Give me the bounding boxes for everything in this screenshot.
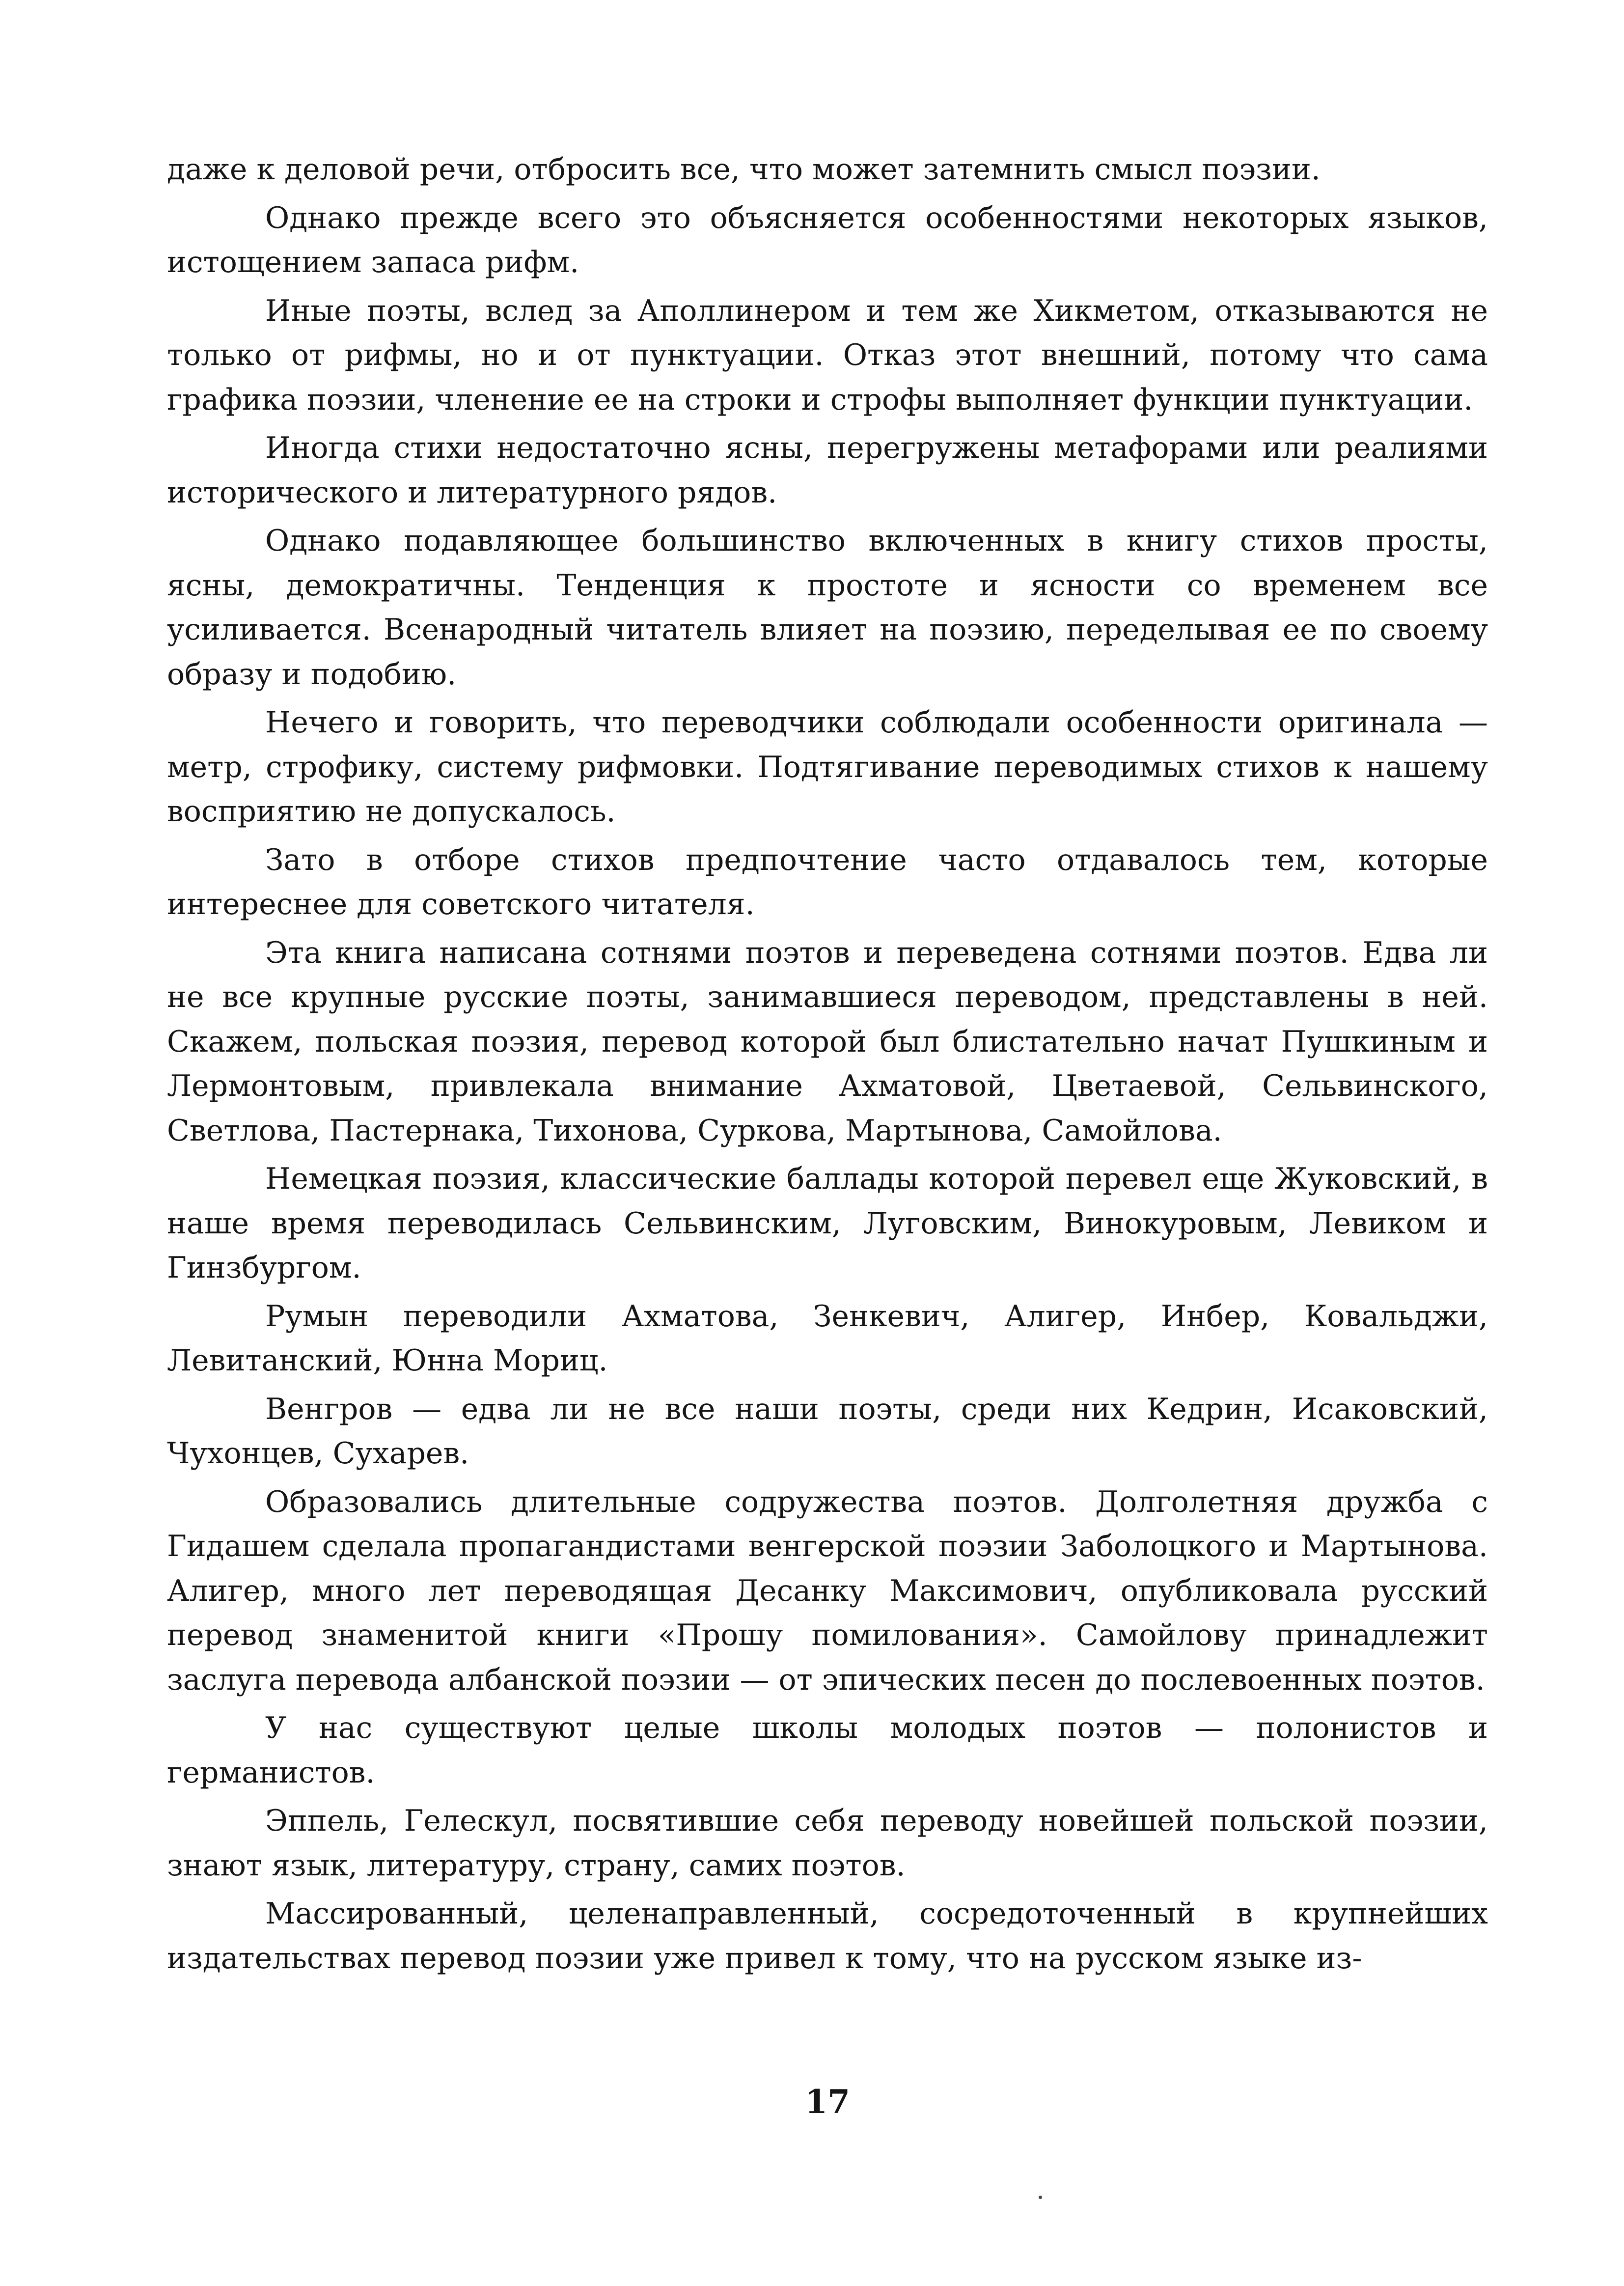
print-speck — [1039, 2196, 1042, 2199]
paragraph-7: Зато в отборе стихов предпочтение часто отдавалось тем, которые интереснее для советского читателя. — [167, 842, 1488, 921]
paragraph-14: Эппель, Гелескул, посвятившие себя переводу новейшей польской поэзии, знают язык, литературу, страну, самих поэтов. — [167, 1804, 1488, 1883]
paragraph-15: Массированный, целенаправленный, сосредоточенный в крупнейших издательствах перевод поэзии уже привел к тому, что на русском языке из- — [167, 1896, 1488, 1976]
book-page — [167, 147, 1488, 2259]
paragraph-6: Нечего и говорить, что переводчики соблюдали особенности оригинала — метр, строфику, систему рифмовки. Подтягивание переводимых стихов к нашему восприятию не допускалось. — [167, 705, 1488, 829]
paragraph-12: Образовались длительные содружества поэтов. Долголетняя дружба с Гидашем сделала пропагандистами венгерской поэзии Заболоцкого и Мартынова. Алигер, много лет переводящая Десанку Максимович, опубликовала русский перевод знаменитой книги «Прошу помилования». Самойлову принадлежит заслуга перевода албанской поэзии — от эпических песен до послевоенных поэтов. — [167, 1484, 1488, 1697]
paragraph-10: Румын переводили Ахматова, Зенкевич, Алигер, Инбер, Ковальджи, Левитанский, Юнна Мориц. — [167, 1299, 1488, 1378]
paragraph-13: У нас существуют целые школы молодых поэтов — полонистов и германистов. — [167, 1711, 1488, 1790]
paragraph-1: даже к деловой речи, отбросить все, что может затемнить смысл поэзии. — [167, 152, 1321, 187]
paragraph-8: Эта книга написана сотнями поэтов и переведена сотнями поэтов. Едва ли не все крупные русские поэты, занимавшиеся переводом, представлены в ней. Скажем, польская поэзия, перевод которой был блистательно начат Пушкиным и Лермонтовым, привлекала внимание Ахматовой, Цветаевой, Сельвинского, Светлова, Пастернака, Тихонова, Суркова, Мартынова, Самойлова. — [167, 935, 1488, 1148]
page-number: 17 — [805, 2083, 850, 2121]
body-text — [167, 147, 1488, 1980]
paragraph-5: Однако подавляющее большинство включенных в книгу стихов просты, ясны, демократичны. Тенденция к простоте и ясности со временем все усиливается. Всенародный читатель влияет на поэзию, переделывая ее по своему образу и подобию. — [167, 524, 1488, 692]
paragraph-2: Однако прежде всего это объясняется особенностями некоторых языков, истощением запаса рифм. — [167, 200, 1488, 279]
paragraph-9: Немецкая поэзия, классические баллады которой перевел еще Жуковский, в наше время переводилась Сельвинским, Луговским, Винокуровым, Левиком и Гинзбургом. — [167, 1162, 1488, 1285]
paragraph-3: Иные поэты, вслед за Аполлинером и тем же Хикметом, отказываются не только от рифмы, но и от пунктуации. Отказ этот внешний, потому что сама графика поэзии, членение ее на строки и строфы выполняет функции пунктуации. — [167, 293, 1488, 417]
paragraph-4: Иногда стихи недостаточно ясны, перегружены метафорами или реалиями исторического и литературного рядов. — [167, 431, 1488, 510]
paragraph-11: Венгров — едва ли не все наши поэты, среди них Кедрин, Исаковский, Чухонцев, Сухарев. — [167, 1392, 1488, 1471]
